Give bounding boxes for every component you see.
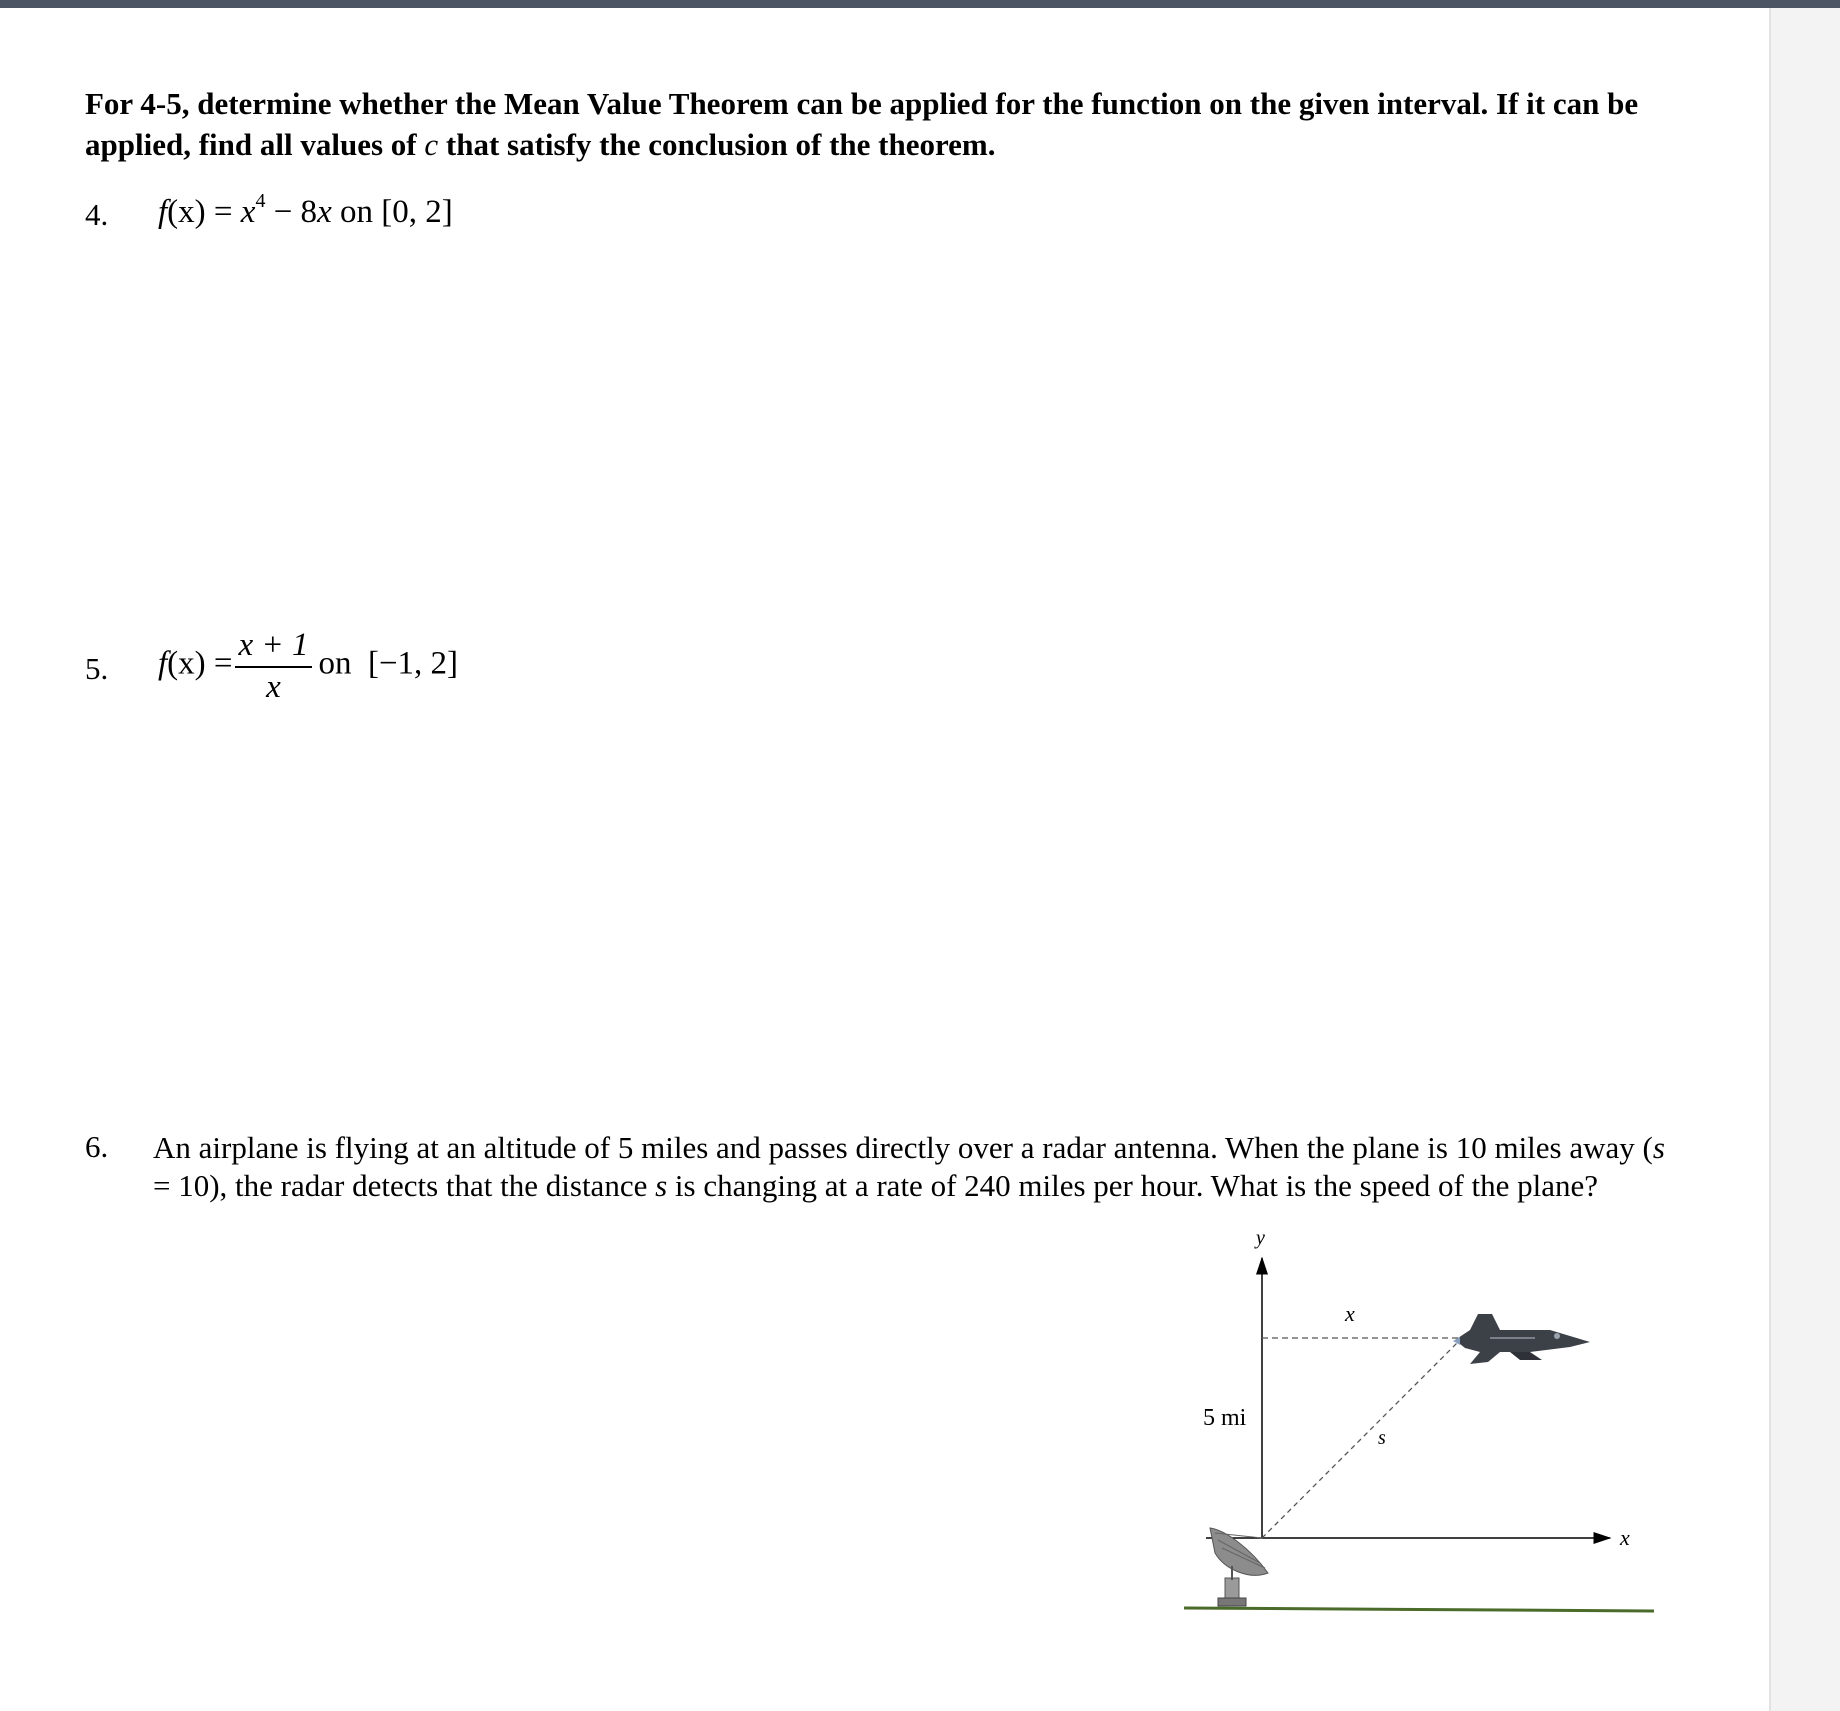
p4-interval: [0, 2] [381,194,453,230]
p5-denominator: x [266,669,281,705]
p4-minus-term: − 8 [265,194,318,230]
document-page [0,8,1769,1711]
p4-x3: x [317,194,332,230]
radar-antenna-icon [1210,1528,1268,1606]
s-label: s [1378,1427,1386,1449]
p6-text-c: is changing at a rate of 240 miles per hour. What is the speed of the plane? [667,1168,1599,1203]
p5-eq: = [205,645,233,682]
ground-line [1184,1608,1654,1611]
problem-5-formula [158,626,458,706]
problem-5-number: 5. [85,651,109,686]
instructions-part1: For 4-5, determine whether the Mean Value Theorem can be applied for the function on the given interval. If it can be applied, find all values of [85,86,1639,162]
p5-fraction [235,626,313,706]
p5-on: on [318,645,352,682]
p6-s1: s [1652,1130,1665,1165]
p5-numerator: x + 1 [235,626,313,668]
instructions-var-c: c [424,127,439,162]
p5-interval: [−1, 2] [367,645,459,682]
p4-exponent: 4 [255,190,266,212]
instructions [85,83,1685,165]
scrollbar-gutter[interactable] [1769,8,1840,1711]
problem-4-formula [158,190,453,231]
x-axis-label: x [1620,1525,1630,1550]
instructions-part2: that satisfy the conclusion of the theorem. [438,127,996,162]
problem-4-number: 4. [85,197,109,232]
p4-x2: x [240,194,256,230]
top-bar [0,0,1840,8]
p5-x1: (x) [167,645,206,682]
p4-f: f [158,194,168,230]
y-axis-label: y [1256,1227,1265,1249]
p4-on: on [331,194,382,230]
p4-eq: = [205,194,241,230]
problem-6-text [153,1129,1673,1205]
s-line [1262,1340,1460,1538]
p6-text-b: = 10), the radar detects that the distance [153,1168,656,1203]
radar-plane-diagram [1170,1218,1680,1638]
airplane-icon [1453,1314,1590,1364]
p4-x1: (x) [167,194,206,230]
x-distance-label: x [1345,1301,1355,1326]
problem-6-number: 6. [85,1129,109,1164]
p5-f: f [158,645,168,682]
p6-text-a: An airplane is flying at an altitude of 5 miles and passes directly over a radar antenna. When the plane is 10 miles away ( [153,1130,1653,1165]
altitude-label: 5 mi [1203,1405,1247,1431]
p6-s2: s [655,1168,668,1203]
